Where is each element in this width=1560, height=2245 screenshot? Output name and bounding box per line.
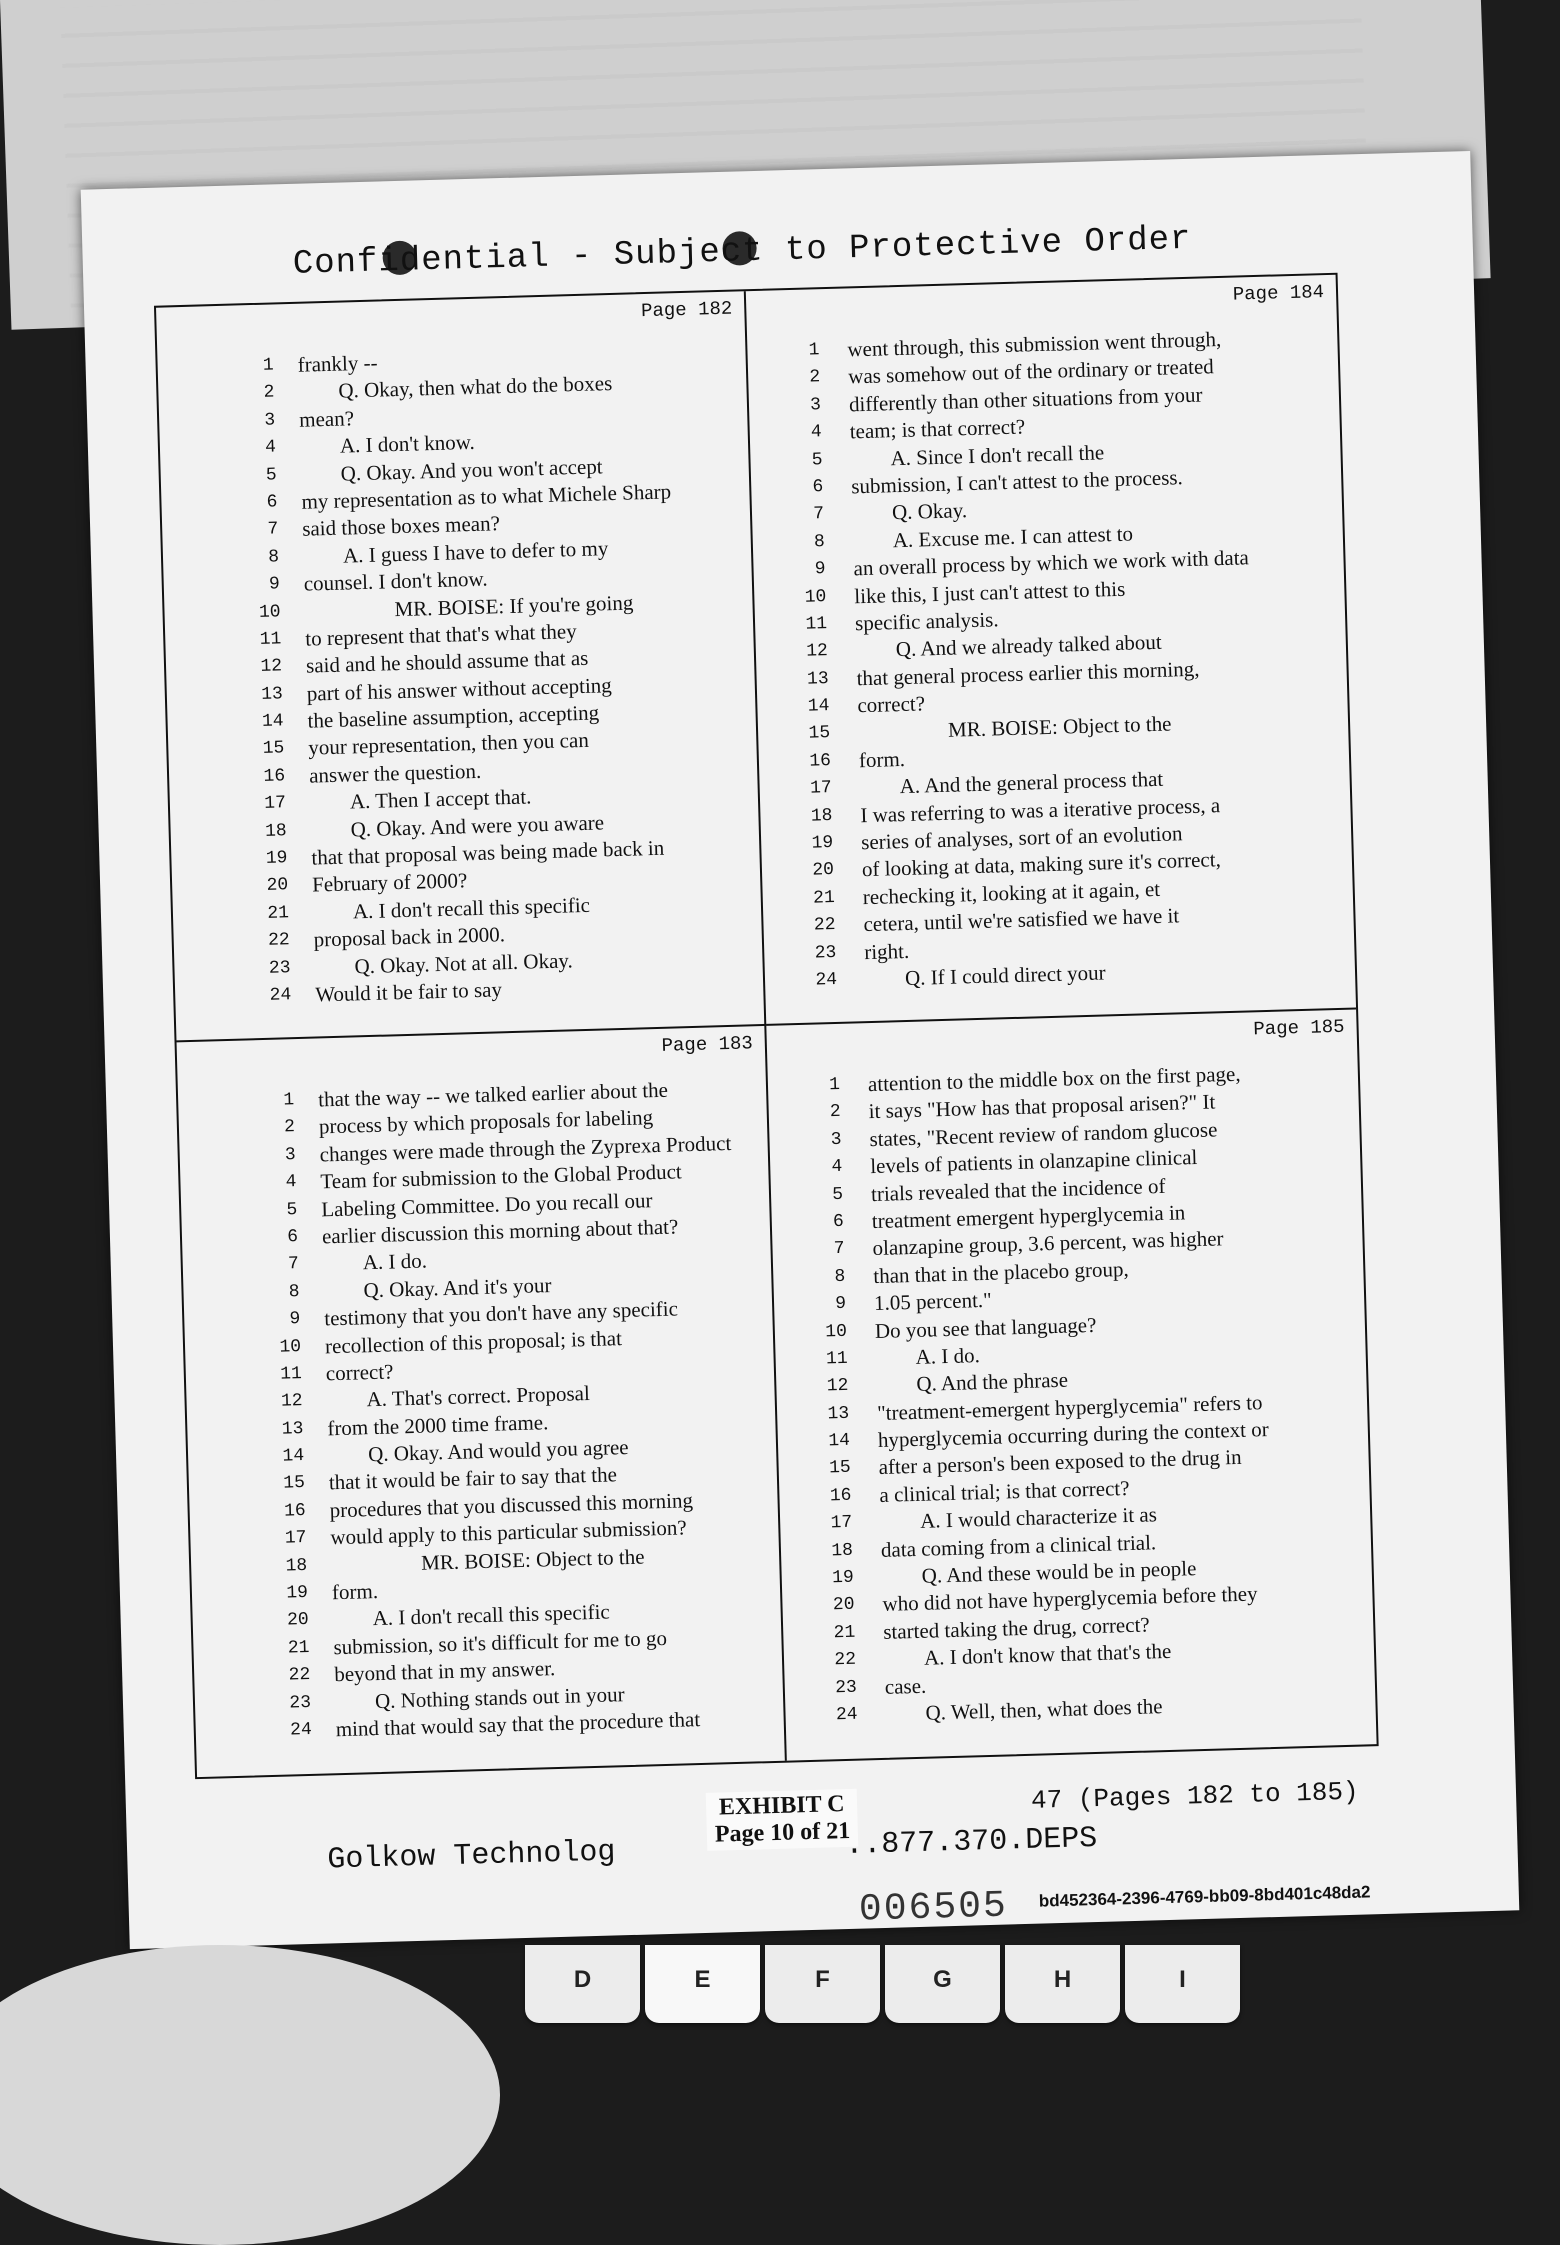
line-number: 8	[267, 547, 280, 568]
transcript-sheet	[81, 151, 1520, 1949]
line-text: correct?	[325, 1359, 394, 1386]
tab-g[interactable]: G	[885, 1945, 1000, 2023]
line-number: 13	[260, 683, 284, 705]
line-text: part of his answer without accepting	[306, 672, 613, 706]
transcript-page-183	[177, 1026, 787, 1777]
line-text: testimony that you don't have any specific	[323, 1296, 679, 1331]
line-number: 19	[286, 1582, 309, 1604]
line-number: 4	[810, 422, 823, 443]
line-text: beyond that in my answer.	[333, 1656, 556, 1687]
line-number: 13	[281, 1418, 304, 1440]
line-number: 24	[289, 1719, 313, 1741]
line-text: Q. Okay. And you won't accept	[340, 453, 603, 486]
line-text: specific analysis.	[854, 607, 999, 636]
tab-i[interactable]: I	[1125, 1945, 1240, 2023]
tab-h[interactable]: H	[1005, 1945, 1120, 2023]
line-number: 8	[288, 1281, 300, 1303]
line-number: 18	[831, 1540, 854, 1561]
tab-f[interactable]: F	[765, 1945, 880, 2023]
line-text: A. Since I don't recall the	[890, 439, 1105, 470]
line-text: a clinical trial; is that correct?	[879, 1475, 1130, 1507]
line-number: 1	[283, 1090, 295, 1111]
line-text: Q. And these would be in people	[921, 1556, 1197, 1588]
line-text: A. That's correct. Proposal	[366, 1381, 591, 1412]
line-text: Team for submission to the Global Product	[320, 1159, 683, 1194]
page-label: Page 183	[661, 1032, 754, 1057]
line-text: counsel. I don't know.	[303, 566, 488, 596]
line-text: treatment emergent hyperglycemia in	[871, 1200, 1186, 1234]
line-number: 8	[834, 1266, 846, 1287]
line-text: your representation, then you can	[308, 728, 590, 761]
line-text: differently than other situations from your	[848, 382, 1203, 417]
line-number: 1	[808, 340, 820, 361]
line-text: MR. BOISE: Object to the	[420, 1544, 645, 1575]
line-text: changes were made through the Zyprexa Product	[319, 1130, 732, 1167]
line-number: 16	[829, 1485, 852, 1507]
line-text: Q. Okay. And would you agree	[367, 1435, 629, 1467]
line-number: 19	[831, 1567, 855, 1589]
line-number: 5	[286, 1199, 298, 1220]
line-text: would apply to this particular submission?	[330, 1515, 688, 1550]
line-text: mind that would say that the procedure that	[335, 1707, 701, 1742]
line-number: 22	[834, 1649, 857, 1671]
page-range: 47 (Pages 182 to 185)	[1030, 1776, 1360, 1816]
line-text: A. And the general process that	[899, 767, 1164, 799]
exhibit-page: Page 10 of 21	[714, 1817, 851, 1848]
line-number: 10	[824, 1321, 848, 1342]
line-number: 21	[833, 1622, 856, 1644]
line-text: data coming from a clinical trial.	[880, 1529, 1157, 1562]
line-text: recollection of this proposal; is that	[324, 1325, 623, 1358]
line-text: than that in the placebo group,	[872, 1256, 1130, 1288]
line-text: "treatment-emergent hyperglycemia" refers to	[876, 1389, 1263, 1425]
line-number: 17	[264, 793, 287, 815]
line-text: started taking the drug, correct?	[882, 1612, 1150, 1644]
line-number: 6	[832, 1211, 845, 1233]
line-number: 17	[284, 1528, 307, 1549]
line-number: 16	[263, 766, 286, 787]
line-text: my representation as to what Michele Sharp	[301, 479, 672, 514]
line-text: right.	[863, 938, 910, 964]
line-number: 3	[809, 394, 822, 416]
line-text: A. I would characterize it as	[919, 1502, 1158, 1534]
line-number: 9	[814, 559, 826, 580]
line-text: Q. And the phrase	[916, 1367, 1069, 1397]
line-text: said those boxes mean?	[301, 511, 501, 542]
line-text: submission, so it's difficult for me to go	[333, 1625, 668, 1660]
line-text: A. I don't recall this specific	[352, 892, 591, 924]
line-text: trials revealed that the incidence of	[870, 1173, 1166, 1206]
line-text: February of 2000?	[311, 868, 468, 897]
line-number: 2	[283, 1117, 296, 1138]
line-text: A. I don't know that that's the	[923, 1639, 1172, 1670]
line-text: levels of patients in olanzapine clinical	[869, 1145, 1198, 1179]
tab-d[interactable]: D	[525, 1945, 640, 2023]
line-number: 19	[811, 833, 834, 854]
line-text: frankly --	[297, 350, 378, 377]
line-number: 24	[815, 969, 838, 991]
line-text: Labeling Committee. Do you recall our	[320, 1187, 653, 1221]
line-number: 2	[263, 382, 275, 404]
line-number: 11	[805, 613, 828, 635]
line-number: 3	[264, 410, 276, 431]
line-number: 20	[266, 875, 289, 897]
line-text: earlier discussion this morning about that?	[321, 1214, 679, 1249]
line-text: MR. BOISE: Object to the	[947, 711, 1172, 743]
line-text: A. I do.	[915, 1343, 981, 1369]
line-number: 7	[833, 1239, 845, 1260]
line-number: 8	[813, 531, 826, 553]
line-number: 3	[284, 1144, 297, 1166]
line-text: Q. Okay. And it's your	[363, 1272, 552, 1303]
line-text: that the way -- we talked earlier about the	[317, 1077, 669, 1112]
line-text: I was referring to was a iterative process, a	[860, 792, 1221, 827]
line-number: 7	[287, 1254, 300, 1275]
line-number: 22	[288, 1665, 311, 1686]
page-label: Page 182	[640, 297, 733, 323]
line-number: 1	[262, 355, 274, 376]
line-number: 7	[812, 504, 825, 525]
line-number: 23	[268, 957, 291, 979]
line-text: form.	[331, 1579, 379, 1605]
line-number: 14	[261, 711, 284, 732]
line-text: correct?	[857, 691, 926, 718]
line-number: 17	[830, 1512, 853, 1534]
tab-e[interactable]: E	[645, 1945, 760, 2023]
line-number: 13	[806, 668, 829, 690]
line-text: it says "How has that proposal arisen?" It	[868, 1089, 1216, 1124]
line-text: A. I do.	[362, 1248, 428, 1275]
line-number: 15	[828, 1458, 851, 1479]
line-number: 19	[265, 848, 288, 869]
line-number: 1	[828, 1074, 841, 1096]
line-text: MR. BOISE: If you're going	[394, 590, 634, 621]
exhibit-label: EXHIBIT C	[718, 1791, 845, 1821]
line-number: 14	[807, 696, 830, 717]
line-number: 2	[809, 367, 821, 388]
line-text: Do you see that language?	[874, 1312, 1097, 1343]
line-text: who did not have hyperglycemia before they	[882, 1581, 1258, 1617]
line-text: process by which proposals for labeling	[318, 1105, 654, 1139]
line-text: Q. Well, then, what does the	[925, 1694, 1163, 1725]
page-label: Page 185	[1253, 1015, 1345, 1041]
line-text: after a person's been exposed to the drug in	[878, 1445, 1242, 1480]
line-text: like this, I just can't attest to this	[854, 576, 1126, 608]
line-number: 22	[813, 915, 836, 936]
line-text: olanzapine group, 3.6 percent, was higher	[872, 1226, 1224, 1261]
line-text: the baseline assumption, accepting	[307, 700, 600, 733]
line-number: 21	[812, 887, 836, 909]
line-text: A. I don't recall this specific	[372, 1599, 610, 1631]
line-text: Q. Okay, then what do the boxes	[338, 371, 613, 404]
line-number: 14	[828, 1430, 851, 1452]
page-grid	[154, 273, 1379, 1779]
lamp-base	[0, 1945, 500, 2245]
line-text: that it would be fair to say that the	[328, 1462, 618, 1495]
line-text: attention to the middle box on the first page,	[867, 1061, 1241, 1097]
line-text: series of analyses, sort of an evolution	[860, 821, 1183, 855]
company-name: Golkow Technolog	[326, 1835, 616, 1878]
index-tabs	[525, 1945, 1275, 2035]
line-number: 17	[809, 778, 832, 799]
line-text: proposal back in 2000.	[313, 922, 506, 952]
line-text: rechecking it, looking at it again, et	[862, 876, 1161, 909]
line-text: from the 2000 time frame.	[327, 1409, 549, 1441]
transcript-page-184	[746, 275, 1356, 1026]
line-number: 5	[831, 1184, 844, 1205]
line-number: 6	[286, 1227, 299, 1248]
line-number: 12	[280, 1391, 303, 1412]
line-text: submission, I can't attest to the process.	[850, 465, 1184, 499]
line-text: Q. Nothing stands out in your	[374, 1681, 625, 1713]
line-number: 12	[806, 641, 829, 662]
transcript-page-185	[766, 1009, 1376, 1760]
line-number: 15	[262, 738, 285, 760]
line-text: Q. And we already talked about	[895, 630, 1163, 662]
bates-number: 006505	[858, 1884, 1009, 1932]
confidential-header: Confidential - Subject to Protective Order	[292, 220, 1193, 284]
line-text: an overall process by which we work with data	[853, 545, 1250, 581]
line-number: 12	[260, 656, 283, 678]
line-text: that general process earlier this morning,	[856, 656, 1200, 690]
line-number: 15	[283, 1473, 306, 1495]
line-number: 9	[289, 1309, 301, 1330]
line-number: 16	[283, 1500, 306, 1522]
line-text: hyperglycemia occurring during the context or	[877, 1417, 1270, 1453]
line-text: team; is that correct?	[849, 414, 1026, 444]
line-text: of looking at data, making sure it's correct,	[861, 847, 1222, 882]
line-text: 1.05 percent."	[873, 1287, 993, 1316]
line-number: 4	[285, 1172, 297, 1193]
line-number: 5	[811, 449, 823, 471]
line-number: 13	[827, 1403, 850, 1425]
line-text: states, "Recent review of random glucose	[869, 1117, 1218, 1151]
line-number: 4	[264, 437, 277, 458]
line-text: Q. Okay.	[891, 498, 968, 525]
line-number: 3	[830, 1129, 842, 1150]
line-number: 10	[258, 601, 281, 623]
line-number: 18	[285, 1555, 308, 1577]
line-text: that that proposal was being made back in	[311, 835, 665, 870]
line-text: A. Then I accept that.	[349, 784, 532, 814]
line-number: 20	[832, 1595, 855, 1616]
line-text: said and he should assume that as	[305, 646, 589, 678]
line-text: was somehow out of the ordinary or treated	[847, 354, 1215, 389]
line-number: 24	[269, 985, 292, 1006]
line-text: cetera, until we're satisfied we have it	[863, 903, 1180, 937]
line-text: to represent that that's what they	[304, 618, 578, 651]
line-number: 23	[289, 1692, 312, 1714]
company-phone: ..877.370.DEPS	[844, 1822, 1098, 1864]
line-text: mean?	[298, 405, 355, 432]
line-number: 6	[812, 477, 824, 498]
line-number: 18	[810, 805, 833, 827]
line-text: Q. Okay. Not at all. Okay.	[354, 947, 574, 978]
line-number: 5	[265, 464, 278, 486]
line-text: Q. Okay. And were you aware	[350, 810, 605, 842]
line-number: 21	[287, 1637, 310, 1659]
line-text: Q. If I could direct your	[904, 960, 1106, 991]
line-number: 16	[809, 750, 832, 772]
line-number: 14	[282, 1446, 305, 1467]
line-text: answer the question.	[308, 758, 482, 788]
line-number: 7	[267, 519, 279, 541]
line-number: 9	[835, 1293, 847, 1315]
line-number: 4	[831, 1157, 843, 1178]
line-number: 10	[804, 586, 827, 608]
line-number: 18	[264, 820, 287, 842]
line-number: 20	[286, 1610, 310, 1631]
line-text: Would it be fair to say	[314, 977, 503, 1007]
page-label: Page 184	[1232, 281, 1325, 306]
line-number: 2	[829, 1102, 842, 1123]
line-number: 10	[279, 1336, 302, 1358]
line-text: A. Excuse me. I can attest to	[892, 521, 1134, 552]
line-text: procedures that you discussed this morning	[329, 1488, 694, 1523]
line-number: 22	[267, 930, 291, 952]
line-number: 12	[826, 1376, 849, 1397]
transcript-page-182	[156, 291, 766, 1042]
line-number: 23	[814, 942, 837, 964]
line-number: 11	[825, 1348, 848, 1370]
line-number: 15	[808, 723, 831, 745]
line-number: 11	[279, 1363, 303, 1385]
line-number: 24	[835, 1704, 858, 1726]
document-hash: bd452364-2396-4769-bb09-8bd401c48da2	[1038, 1882, 1371, 1911]
line-number: 6	[266, 492, 278, 513]
line-number: 23	[834, 1677, 858, 1698]
line-text: case.	[884, 1673, 927, 1699]
line-text: A. I guess I have to defer to my	[342, 535, 609, 568]
line-number: 20	[812, 860, 835, 882]
line-number: 11	[259, 629, 282, 650]
line-text: A. I don't know.	[339, 430, 476, 458]
line-text: form.	[858, 746, 906, 773]
line-text: went through, this submission went through,	[847, 326, 1222, 362]
line-number: 9	[268, 574, 281, 595]
line-number: 21	[267, 903, 290, 924]
